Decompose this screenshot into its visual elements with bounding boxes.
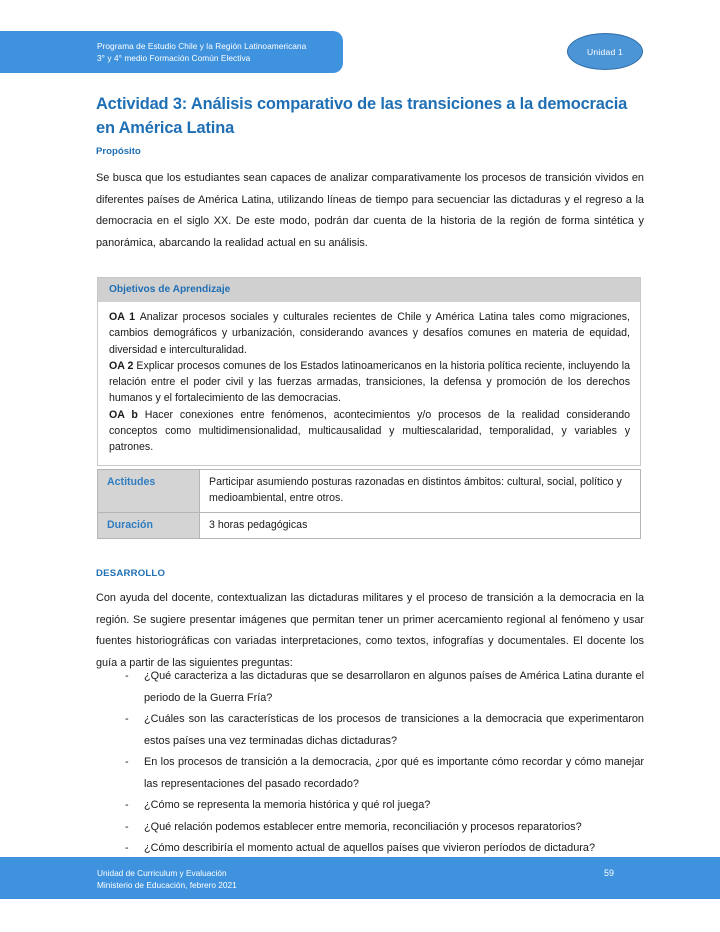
header-program-line-2: 3° y 4° medio Formación Común Electiva [97,52,251,63]
page-number: 59 [604,868,615,878]
bullet-dash: - [125,820,129,833]
list-item [96,666,644,709]
objetivo-item [109,309,630,358]
question-text: ¿Cómo describiría el momento actual de aquellos países que vivieron períodos de dictadura? [144,842,596,854]
proposito-heading: Propósito [96,146,141,157]
table-row [98,470,641,513]
footer-line-2: Ministerio de Educación, febrero 2021 [97,879,237,890]
attribute-value: 3 horas pedagógicas [200,512,641,538]
objetivos-heading: Objetivos de Aprendizaje [98,278,640,302]
objetivo-code: OA 1 [109,311,140,323]
question-list [96,666,644,860]
question-text: ¿Cuáles son las características de los procesos de transiciones a la democracia que experimentaron estos países una vez terminadas dichas dictaduras? [144,713,644,747]
question-text: ¿Qué relación podemos establecer entre memoria, reconciliación y procesos reparatorios? [144,820,582,833]
list-item [96,795,644,817]
objetivo-item [109,407,630,456]
objetivo-item [109,358,630,407]
question-text: ¿Qué caracteriza a las dictaduras que se desarrollaron en algunos países de América Latina durante el periodo de la Guerra Fría? [144,670,644,704]
footer-text [97,868,237,891]
list-item [96,709,644,752]
bullet-dash: - [125,842,129,854]
objetivos-box [97,277,641,466]
desarrollo-paragraph: Con ayuda del docente, contextualizan las dictaduras militares y el proceso de transición a la democracia en la región. Se sugiere presentar imágenes que permitan tener un primer acercamiento regional al fenómeno y usar fuentes historiográficas con variadas interpretaciones, como textos, infografías y documentales. El docente los guía a partir de las siguientes preguntas: [96,592,644,669]
page-title: Actividad 3: Análisis comparativo de las transiciones a la democracia en América Latina [96,95,628,137]
footer-line-1: Unidad de Curriculum y Evaluación [97,868,227,878]
objetivos-body [98,302,640,465]
header-program-line-1: Programa de Estudio Chile y la Región Latinoamericana [97,41,307,51]
bullet-dash: - [125,713,129,725]
objetivo-text: Analizar procesos sociales y culturales recientes de Chile y América Latina tales como migraciones, cambios demográficos y urbanización, considerando avances y desafíos comunes en materia de equidad, diversidad e interculturalidad. [109,311,631,356]
table-row [98,512,641,538]
bullet-dash: - [125,756,129,768]
objetivo-text: Explicar procesos comunes de los Estados latinoamericanos en la historia política reciente, incluyendo la relación entre el poder civil y las fuerzas armadas, transiciones, la defensa y promoción de los derechos humanos y el fortalecimiento de las democracias. [109,359,630,405]
list-item [96,817,644,839]
attributes-table [97,469,641,539]
question-text: ¿Cómo se representa la memoria histórica y qué rol juega? [144,799,431,811]
attribute-label: Actitudes [98,470,200,513]
attribute-label: Duración [98,512,200,538]
bullet-dash: - [125,670,129,682]
header-program-text [97,41,337,64]
unit-badge [567,33,643,70]
list-item [96,752,644,795]
objetivo-code: OA 2 [109,359,137,372]
proposito-paragraph: Se busca que los estudiantes sean capaces de analizar comparativamente los procesos de transición vividos en diferentes países de América Latina, utilizando líneas de tiempo para secuenciar las dictaduras y el regreso a la democracia en el siglo XX. De este modo, podrán dar cuenta de la historia de la región de forma sintética y panorámica, abarcando la realidad actual en su análisis. [96,172,644,249]
bullet-dash: - [125,799,129,811]
objetivo-text: Hacer conexiones entre fenómenos, acontecimientos y/o procesos de la realidad considerando conceptos como multidimensionalidad, multicausalidad y multiescalaridad, temporalidad, y variables y patrones. [109,408,630,454]
desarrollo-heading: DESARROLLO [96,568,166,579]
question-text: En los procesos de transición a la democracia, ¿por qué es importante cómo recordar y cómo manejar las representaciones del pasado recordado? [144,756,644,790]
attribute-value: Participar asumiendo posturas razonadas en distintos ámbitos: cultural, social, político y medioambiental, entre otros. [200,470,641,513]
unit-badge-label: Unidad 1 [586,46,623,57]
objetivo-code: OA b [109,408,145,421]
